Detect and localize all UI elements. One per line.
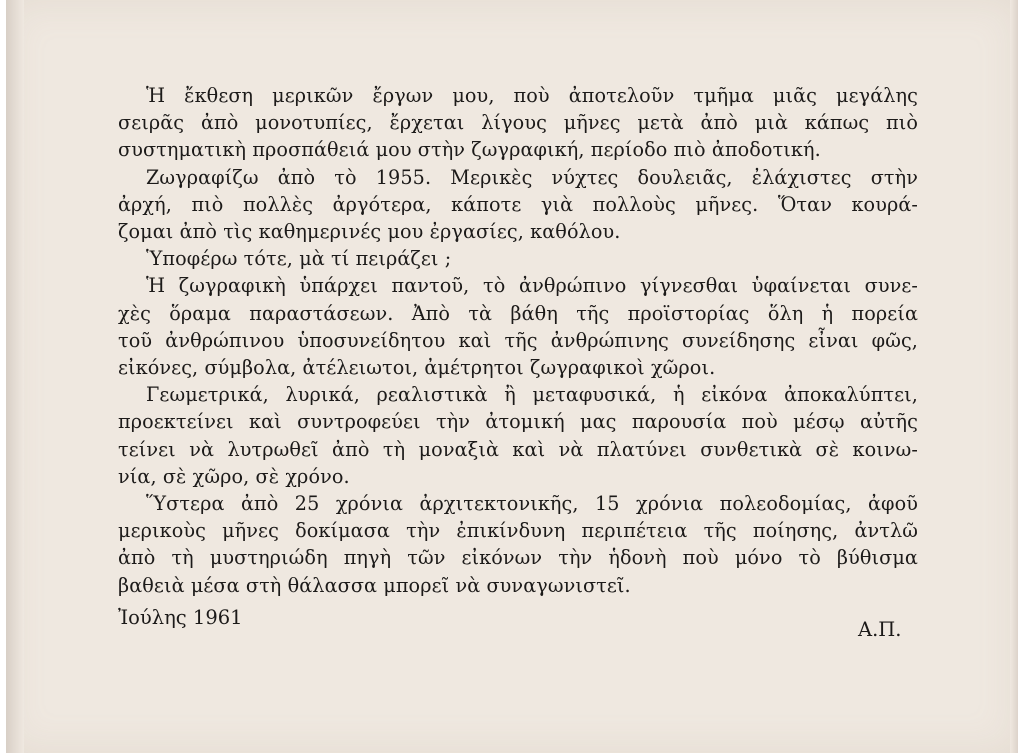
text-line: ζομαι ἀπὸ τὶς καθημερινές μου ἐργασίες, καθόλου. [118,220,621,244]
signature-initials: Α.Π. [858,618,902,641]
text-line: εἰκόνες, σύμβολα, ἀτέλειωτοι, ἀμέτρητοι ζωγραφικοὶ χῶροι. [118,356,716,380]
text-line: προεκτείνει καὶ συντροφεύει τὴν ἀτομική μας παρουσία ποὺ μέσῳ αὐτῆς [118,410,918,434]
text-line: Ὕστερα ἀπὸ 25 χρόνια ἀρχιτεκτονικῆς, 15 χρόνια πολεοδομίας, ἀφοῦ [146,492,918,516]
text-line: βαθειὰ μέσα στὴ θάλασσα μπορεῖ νὰ συναγωνιστεῖ. [118,573,631,597]
text-line: τοῦ ἀνθρώπινου ὑποσυνείδητου καὶ τῆς ἀνθρώπινης συνείδησης εἶναι φῶς, [118,328,918,352]
document-date: Ἰούλης 1961 [118,606,243,629]
text-line: Ἡ ἔκθεση μερικῶν ἔργων μου, ποὺ ἀποτελοῦν τμῆμα μιᾶς μεγάλης [146,84,918,107]
text-line: ἀρχή, πιὸ πολλὲς ἀργότερα, κάποτε γιὰ πολλοὺς μῆνες. Ὅταν κουρά- [118,192,918,216]
text-line: ἀπὸ τὴ μυστηριώδη πηγὴ τῶν εἰκόνων τὴν ἡδονὴ ποὺ μόνο τὸ βύθισμα [118,546,918,570]
text-line: χὲς ὅραμα παραστάσεων. Ἀπὸ τὰ βάθη τῆς προϊστορίας ὅλη ἡ πορεία [118,301,918,325]
text-line: Ὑποφέρω τότε, μὰ τί πειράζει ; [146,247,452,271]
text-line: μερικοὺς μῆνες δοκίμασα τὴν ἐπικίνδυνη περιπέτεια τῆς ποίησης, ἀντλῶ [118,519,918,543]
text-line: συστηματικὴ προσπάθειά μου στὴν ζωγραφική, περίοδο πιὸ ἀποδοτική. [118,138,821,162]
text-line: νία, σὲ χῶρο, σὲ χρόνο. [118,464,350,488]
text-line: σειρᾶς ἀπὸ μονοτυπίες, ἔρχεται λίγους μῆνες μετὰ ἀπὸ μιὰ κάπως πιὸ [118,111,918,135]
body-text [118,82,918,599]
page-fold-shadow [6,0,24,753]
text-line: Ἡ ζωγραφικὴ ὑπάρχει παντοῦ, τὸ ἀνθρώπινο γίγνεσθαι ὑφαίνεται συνε- [146,274,918,298]
page-edge-shadow [1010,0,1018,753]
text-line: Ζωγραφίζω ἀπὸ τὸ 1955. Μερικὲς νύχτες δουλειᾶς, ἐλάχιστες στὴν [146,165,918,189]
text-line: Γεωμετρικά, λυρικά, ρεαλιστικὰ ἢ μεταφυσικά, ἡ εἰκόνα ἀποκαλύπτει, [146,383,918,407]
text-line: τείνει νὰ λυτρωθεῖ ἀπὸ τὴ μοναξιὰ καὶ νὰ πλατύνει συνθετικὰ σὲ κοινω- [118,437,918,461]
